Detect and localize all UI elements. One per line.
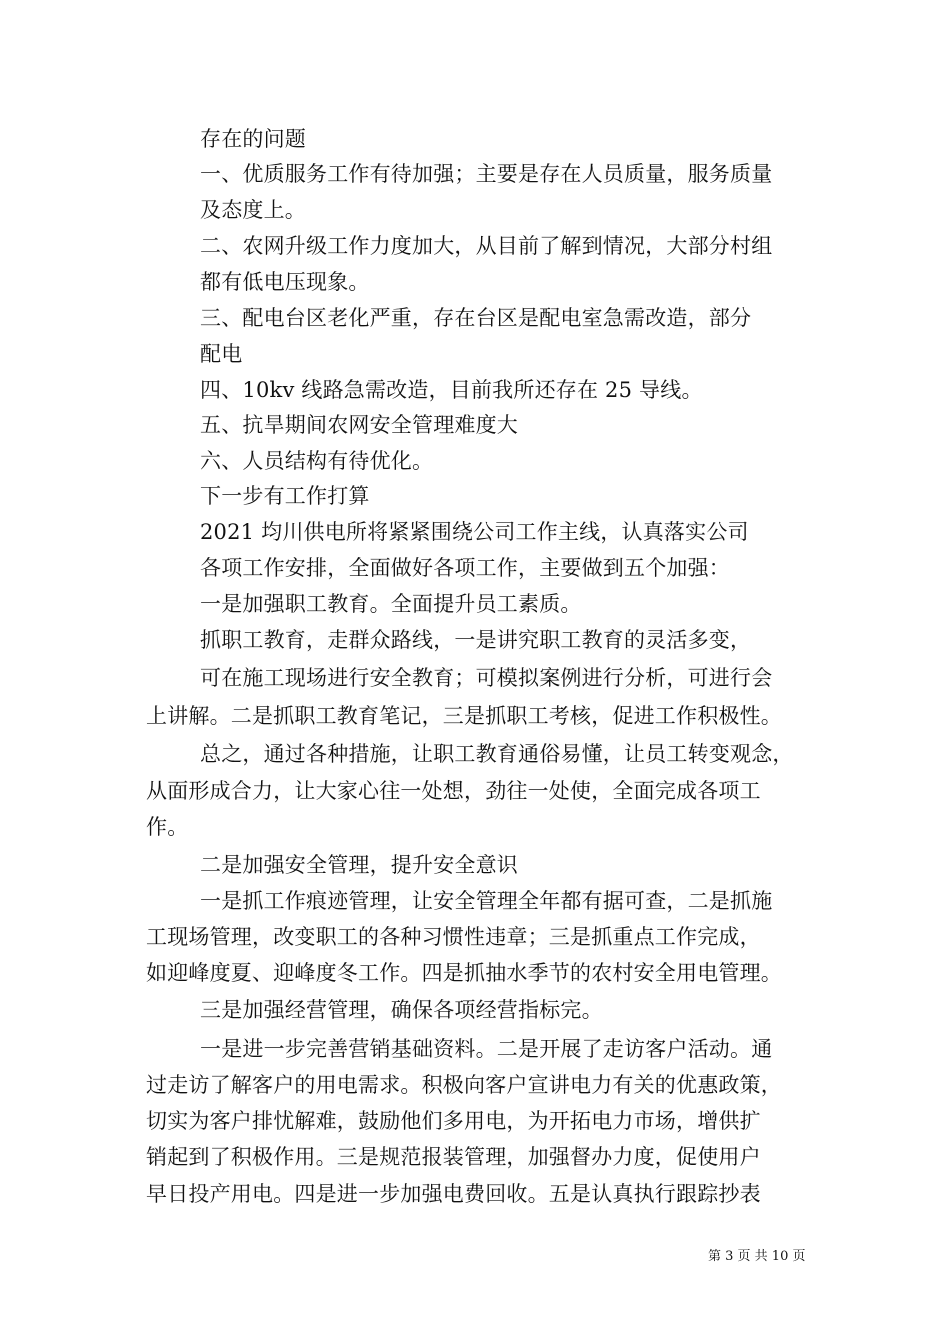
section-heading-problems: 存在的问题 <box>200 127 306 151</box>
text-line: 三、配电台区老化严重，存在台区是配电室急需改造，部分 <box>200 306 752 330</box>
page-number: 第 3 页 共 10 页 <box>708 1249 806 1264</box>
text-line: 五、抗旱期间农网安全管理难度大 <box>200 413 518 437</box>
text-line: 切实为客户排忧解难，鼓励他们多用电，为开拓电力市场，增供扩 <box>146 1109 761 1133</box>
text-line: 总之，通过各种措施，让职工教育通俗易懂，让员工转变观念， <box>200 742 794 766</box>
text-line: 抓职工教育，走群众路线，一是讲究职工教育的灵活多变， <box>200 628 752 652</box>
text-line: 销起到了积极作用。三是规范报装管理，加强督办力度，促使用户 <box>146 1145 761 1169</box>
text-line: 2021 均川供电所将紧紧围绕公司工作主线，认真落实公司 <box>200 520 749 544</box>
text-line: 二是加强安全管理，提升安全意识 <box>200 853 518 877</box>
text-line: 各项工作安排，全面做好各项工作，主要做到五个加强： <box>200 556 730 580</box>
text-line: 早日投产用电。四是进一步加强电费回收。五是认真执行跟踪抄表 <box>146 1182 761 1206</box>
text-line: 从面形成合力，让大家心往一处想，劲往一处使，全面完成各项工 <box>146 779 761 803</box>
text-line: 一是抓工作痕迹管理，让安全管理全年都有据可查，二是抓施 <box>200 889 773 913</box>
section-heading-next-steps: 下一步有工作打算 <box>200 484 370 508</box>
text-line: 四、10kv 线路急需改造，目前我所还存在 25 导线。 <box>200 378 703 402</box>
text-line: 过走访了解客户的用电需求。积极向客户宣讲电力有关的优惠政策， <box>146 1073 782 1097</box>
text-line: 一是进一步完善营销基础资料。二是开展了走访客户活动。通 <box>200 1037 773 1061</box>
text-line: 二、农网升级工作力度加大，从目前了解到情况，大部分村组 <box>200 234 773 258</box>
text-line: 作。 <box>146 815 189 839</box>
text-line: 及态度上。 <box>200 198 306 222</box>
text-line: 可在施工现场进行安全教育；可模拟案例进行分析，可进行会 <box>200 666 773 690</box>
text-line: 如迎峰度夏、迎峰度冬工作。四是抓抽水季节的农村安全用电管理。 <box>146 961 782 985</box>
text-line: 一、优质服务工作有待加强；主要是存在人员质量，服务质量 <box>200 162 773 186</box>
text-line: 工现场管理，改变职工的各种习惯性违章；三是抓重点工作完成， <box>146 925 761 949</box>
text-line: 三是加强经营管理，确保各项经营指标完。 <box>200 998 603 1022</box>
text-line: 配电 <box>200 342 243 366</box>
text-line: 六、人员结构有待优化。 <box>200 449 434 473</box>
text-line: 都有低电压现象。 <box>200 270 370 294</box>
text-line: 一是加强职工教育。全面提升员工素质。 <box>200 592 582 616</box>
text-line: 上讲解。二是抓职工教育笔记，三是抓职工考核，促进工作积极性。 <box>146 704 782 728</box>
